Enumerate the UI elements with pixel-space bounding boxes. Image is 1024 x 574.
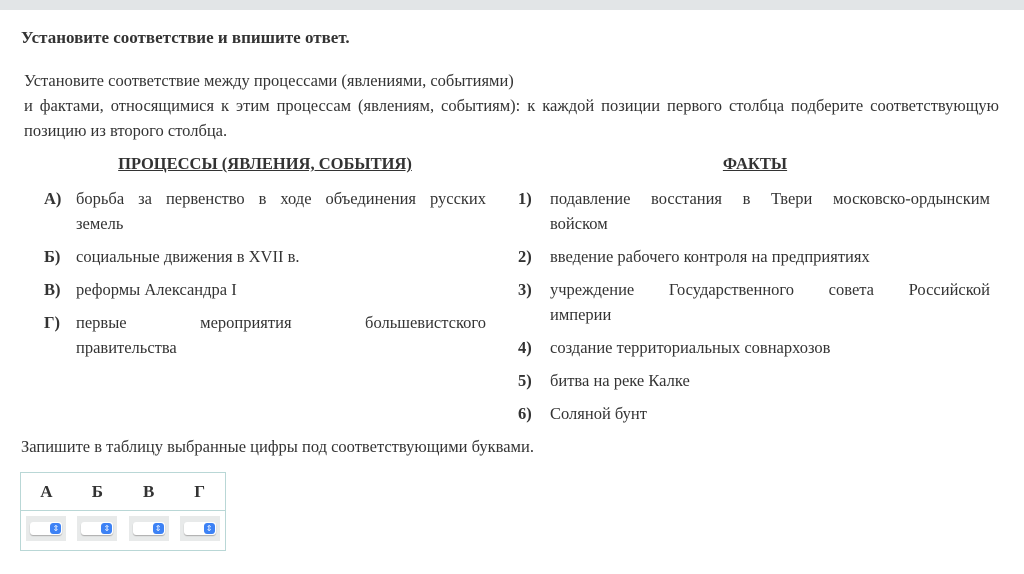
- item-text: битва на реке Калке: [550, 371, 690, 390]
- right-column-header: ФАКТЫ: [722, 154, 788, 173]
- task-title: Установите соответствие и впишите ответ.: [21, 28, 350, 47]
- left-column-header: ПРОЦЕССЫ (ЯВЛЕНИЯ, СОБЫТИЯ): [118, 154, 412, 173]
- item-text: первые мероприятия большевистского: [76, 313, 486, 332]
- intro-text: и фактами, относящимися к этим процессам (явлениям, событиям): к каждой позиции первого столбца подберите соответствующую позицию из второго столбца.: [24, 96, 999, 140]
- updown-chevron-icon: ⇕: [101, 523, 112, 534]
- col-v: В: [123, 473, 174, 511]
- col-b: Б: [72, 473, 123, 511]
- item-text: социальные движения в XVII в.: [76, 247, 300, 266]
- right-item: [518, 401, 990, 426]
- updown-chevron-icon: ⇕: [204, 523, 215, 534]
- left-item: [44, 277, 486, 302]
- right-item: [518, 186, 990, 236]
- task-intro: [24, 68, 999, 143]
- right-item: [518, 277, 990, 327]
- updown-chevron-icon: ⇕: [50, 523, 61, 534]
- right-item: [518, 368, 990, 393]
- item-key: Б): [44, 247, 61, 266]
- left-item: [44, 310, 486, 360]
- item-text: введение рабочего контроля на предприятиях: [550, 247, 870, 266]
- item-text-cont: земель: [76, 214, 124, 233]
- item-text: подавление восстания в Твери московско-ордынским: [550, 189, 990, 208]
- item-text: реформы Александра I: [76, 280, 237, 299]
- right-item: [518, 335, 990, 360]
- updown-chevron-icon: ⇕: [153, 523, 164, 534]
- right-item: [518, 244, 990, 269]
- item-text: Соляной бунт: [550, 404, 647, 423]
- intro-line: Установите соответствие между процессами (явлениями, событиями): [24, 71, 514, 90]
- item-text-cont: империи: [550, 305, 612, 324]
- col-a: А: [21, 473, 72, 511]
- item-text-cont: войском: [550, 214, 608, 233]
- item-key: В): [44, 280, 61, 299]
- top-bar: [0, 0, 1024, 10]
- left-item: [44, 186, 486, 236]
- item-text-cont: правительства: [76, 338, 177, 357]
- item-key: 1): [518, 189, 532, 208]
- item-key: 6): [518, 404, 532, 423]
- item-text: учреждение Государственного совета Российской: [550, 280, 990, 299]
- answer-table: [20, 472, 226, 551]
- col-g: Г: [174, 473, 225, 511]
- answer-select-g[interactable]: [184, 522, 216, 535]
- answer-select-v[interactable]: [133, 522, 165, 535]
- item-key: 5): [518, 371, 532, 390]
- answer-select-b[interactable]: [81, 522, 113, 535]
- item-text: создание территориальных совнархозов: [550, 338, 831, 357]
- item-key: Г): [44, 313, 60, 332]
- item-key: 4): [518, 338, 532, 357]
- item-text: борьба за первенство в ходе объединения русских: [76, 189, 486, 208]
- answer-select-a[interactable]: [30, 522, 62, 535]
- item-key: А): [44, 189, 62, 208]
- item-key: 3): [518, 280, 532, 299]
- instruction: Запишите в таблицу выбранные цифры под соответствующими буквами.: [21, 437, 534, 456]
- left-item: [44, 244, 486, 269]
- item-key: 2): [518, 247, 532, 266]
